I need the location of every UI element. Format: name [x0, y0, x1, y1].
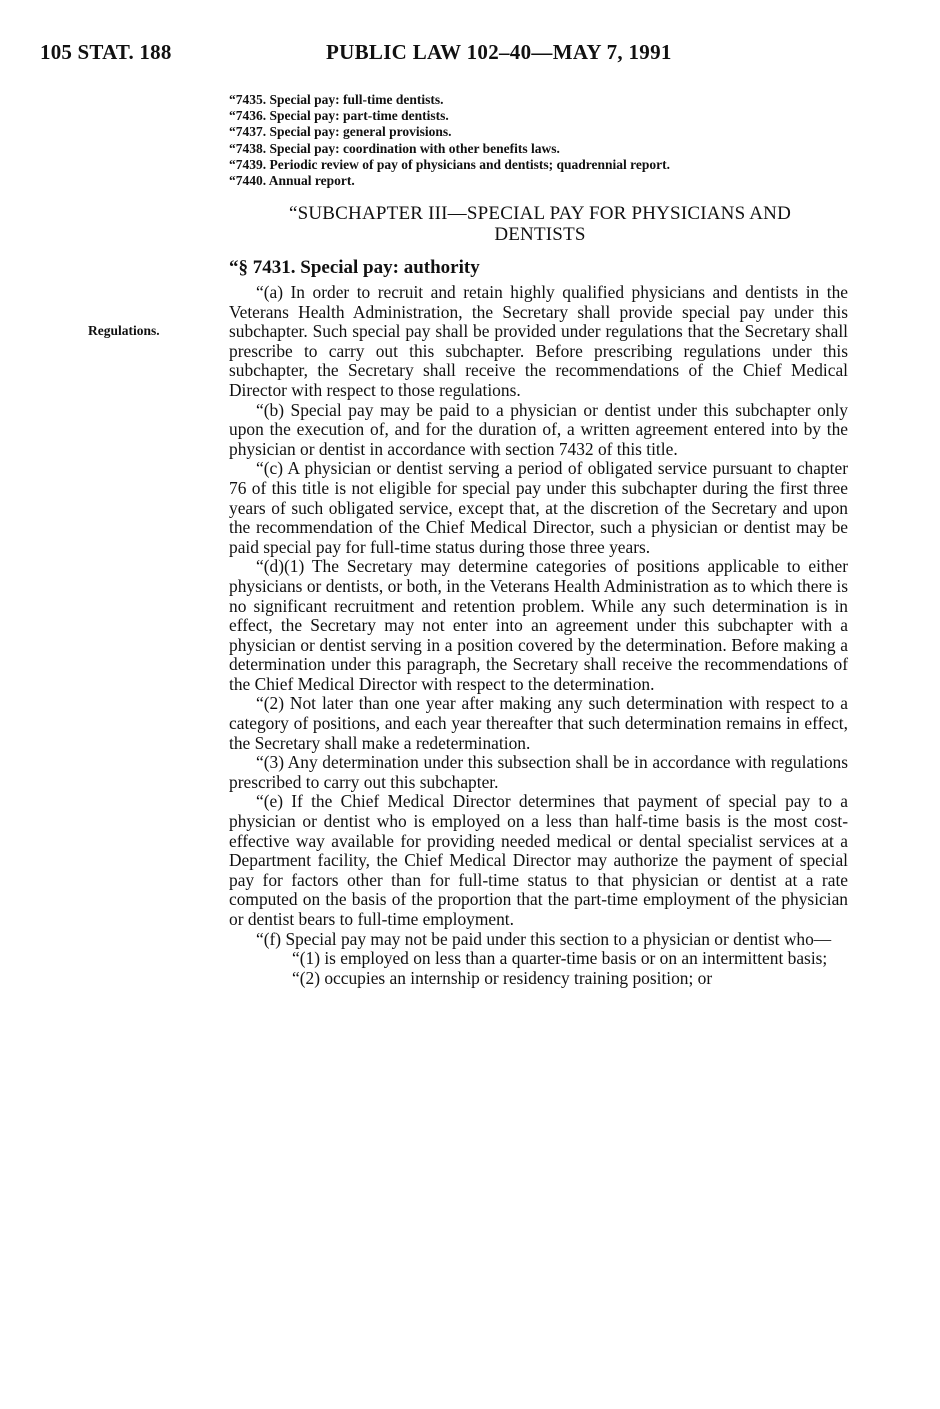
stat-reference: 105 STAT. 188	[40, 40, 172, 64]
paragraph: “(2) Not later than one year after making any such determination with respect to a category of positions, and each year thereafter that such determination remains in effect, the Secretary shall make a redetermination.	[229, 693, 848, 753]
subchapter-heading-line: “SUBCHAPTER III—SPECIAL PAY FOR PHYSICIANS AND	[288, 203, 792, 224]
toc-item: “7437. Special pay: general provisions.	[229, 124, 452, 140]
paragraph: “(d)(1) The Secretary may determine categories of positions applicable to either physicians or dentists, or both, in the Veterans Health Administration as to which there is no significant recruitment and retention problem. While any such determination is in effect, the Secretary may not enter into an agreement under this subchapter with a physician or dentist serving in a position covered by the determination. Before making a determination under this paragraph, the Secretary shall receive the recommendations of the Chief Medical Director with respect to the determination.	[229, 556, 848, 694]
paragraph: “(3) Any determination under this subsection shall be in accordance with regulations prescribed to carry out this subchapter.	[229, 752, 848, 792]
paragraph: “(c) A physician or dentist serving a period of obligated service pursuant to chapter 76 of this title is not eligible for special pay under this subchapter during the first three years of such obligated service, except that, at the discretion of the Secretary and upon the recommendation of the Chief Medical Director, such a physician or dentist may be paid special pay for full-time status during those three years.	[229, 458, 848, 557]
running-header	[40, 40, 900, 70]
toc-item: “7439. Periodic review of pay of physicians and dentists; quadrennial report.	[229, 156, 671, 172]
paragraph: “(e) If the Chief Medical Director determines that payment of special pay to a physician or dentist who is employed on a less than half-time basis is the most cost-effective way available for providing needed medical or dental specialist services at a Department facility, the Chief Medical Director may authorize the payment of special pay for factors other than for full-time status to that physician or dentist at a rate computed on the basis of the proportion that the part-time employment of the physician or dentist bears to full-time employment.	[229, 791, 848, 929]
toc-item: “7436. Special pay: part-time dentists.	[229, 108, 449, 124]
clause: “(2) occupies an internship or residency training position; or	[292, 967, 713, 988]
subchapter-heading-line: DENTISTS	[494, 224, 586, 245]
paragraph: “(f) Special pay may not be paid under this section to a physician or dentist who—	[256, 928, 832, 949]
table-of-contents	[229, 92, 849, 189]
subchapter-heading	[200, 203, 880, 245]
section-heading: “§ 7431. Special pay: authority	[229, 257, 480, 278]
paragraph: “(b) Special pay may be paid to a physician or dentist under this subchapter only upon the execution of, and for the duration of, a written agreement entered into by the physician or dentist in accordance with section 7432 of this title.	[229, 399, 848, 459]
law-title: PUBLIC LAW 102–40—MAY 7, 1991	[326, 40, 672, 64]
section-body	[229, 283, 848, 988]
toc-item: “7435. Special pay: full-time dentists.	[229, 92, 444, 107]
toc-item: “7438. Special pay: coordination with other benefits laws.	[229, 140, 560, 156]
toc-item: “7440. Annual report.	[229, 173, 355, 189]
clause: “(1) is employed on less than a quarter-time basis or on an intermittent basis;	[292, 948, 828, 969]
paragraph: “(a) In order to recruit and retain highly qualified physicians and dentists in the Veterans Health Administration, the Secretary shall provide special pay under this subchapter. Such special pay shall be provided under regulations that the Secretary shall prescribe to carry out this subchapter. Before prescribing regulations under this subchapter, the Secretary shall receive the recommendations of the Chief Medical Director with respect to those regulations.	[229, 282, 848, 400]
margin-note: Regulations.	[88, 323, 160, 338]
